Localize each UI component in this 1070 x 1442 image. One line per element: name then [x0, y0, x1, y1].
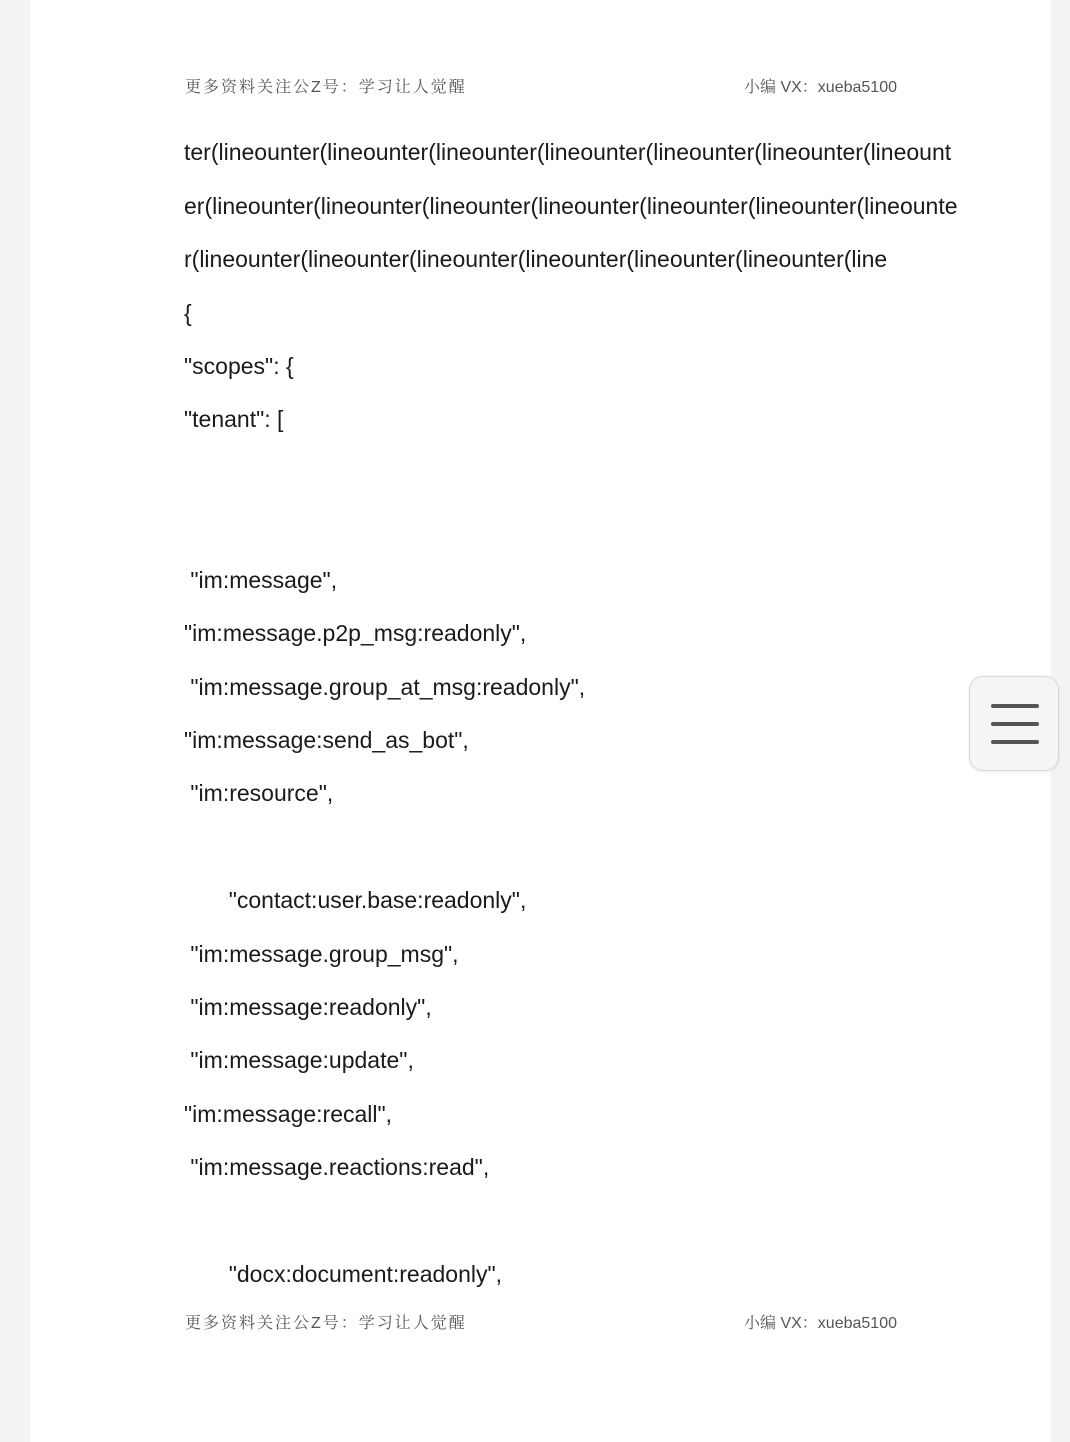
body-line: "im:message:recall", [184, 1101, 393, 1127]
body-line: "im:message.group_msg", [184, 941, 459, 967]
body-line: "im:message", [184, 567, 338, 593]
body-line: "im:message:send_as_bot", [184, 727, 469, 753]
body-line: "im:message.p2p_msg:readonly", [184, 620, 527, 646]
header-right-text: 小编 VX：xueba5100 [744, 79, 897, 96]
document-page [30, 0, 1051, 1442]
page-header [185, 76, 897, 100]
menu-button[interactable] [969, 676, 1059, 771]
header-left-text: 更多资料关注公Z号：学习让人觉醒 [185, 79, 467, 96]
body-line: "contact:user.base:readonly", [184, 887, 527, 913]
body-line: "im:message:readonly", [184, 994, 432, 1020]
page-footer [185, 1312, 897, 1336]
body-line: ter(lineounter(lineounter(lineounter(lineounter(lineounter(lineounter(lineount [184, 139, 952, 165]
body-line: "im:resource", [184, 780, 334, 806]
footer-right-text: 小编 VX：xueba5100 [744, 1315, 897, 1332]
body-line: "scopes": { [184, 353, 294, 379]
body-line: er(lineounter(lineounter(lineounter(lineounter(lineounter(lineounter(lineounte [184, 193, 958, 219]
body-line: r(lineounter(lineounter(lineounter(lineounter(lineounter(lineounter(line [184, 246, 888, 272]
body-line: "im:message.group_at_msg:readonly", [184, 674, 586, 700]
body-line: "im:message.reactions:read", [184, 1154, 490, 1180]
footer-left-text: 更多资料关注公Z号：学习让人觉醒 [185, 1315, 467, 1332]
body-line: { [184, 300, 192, 326]
body-line: "im:message:update", [184, 1047, 414, 1073]
body-line: "docx:document:readonly", [184, 1261, 503, 1287]
body-line: "tenant": [ [184, 406, 284, 432]
